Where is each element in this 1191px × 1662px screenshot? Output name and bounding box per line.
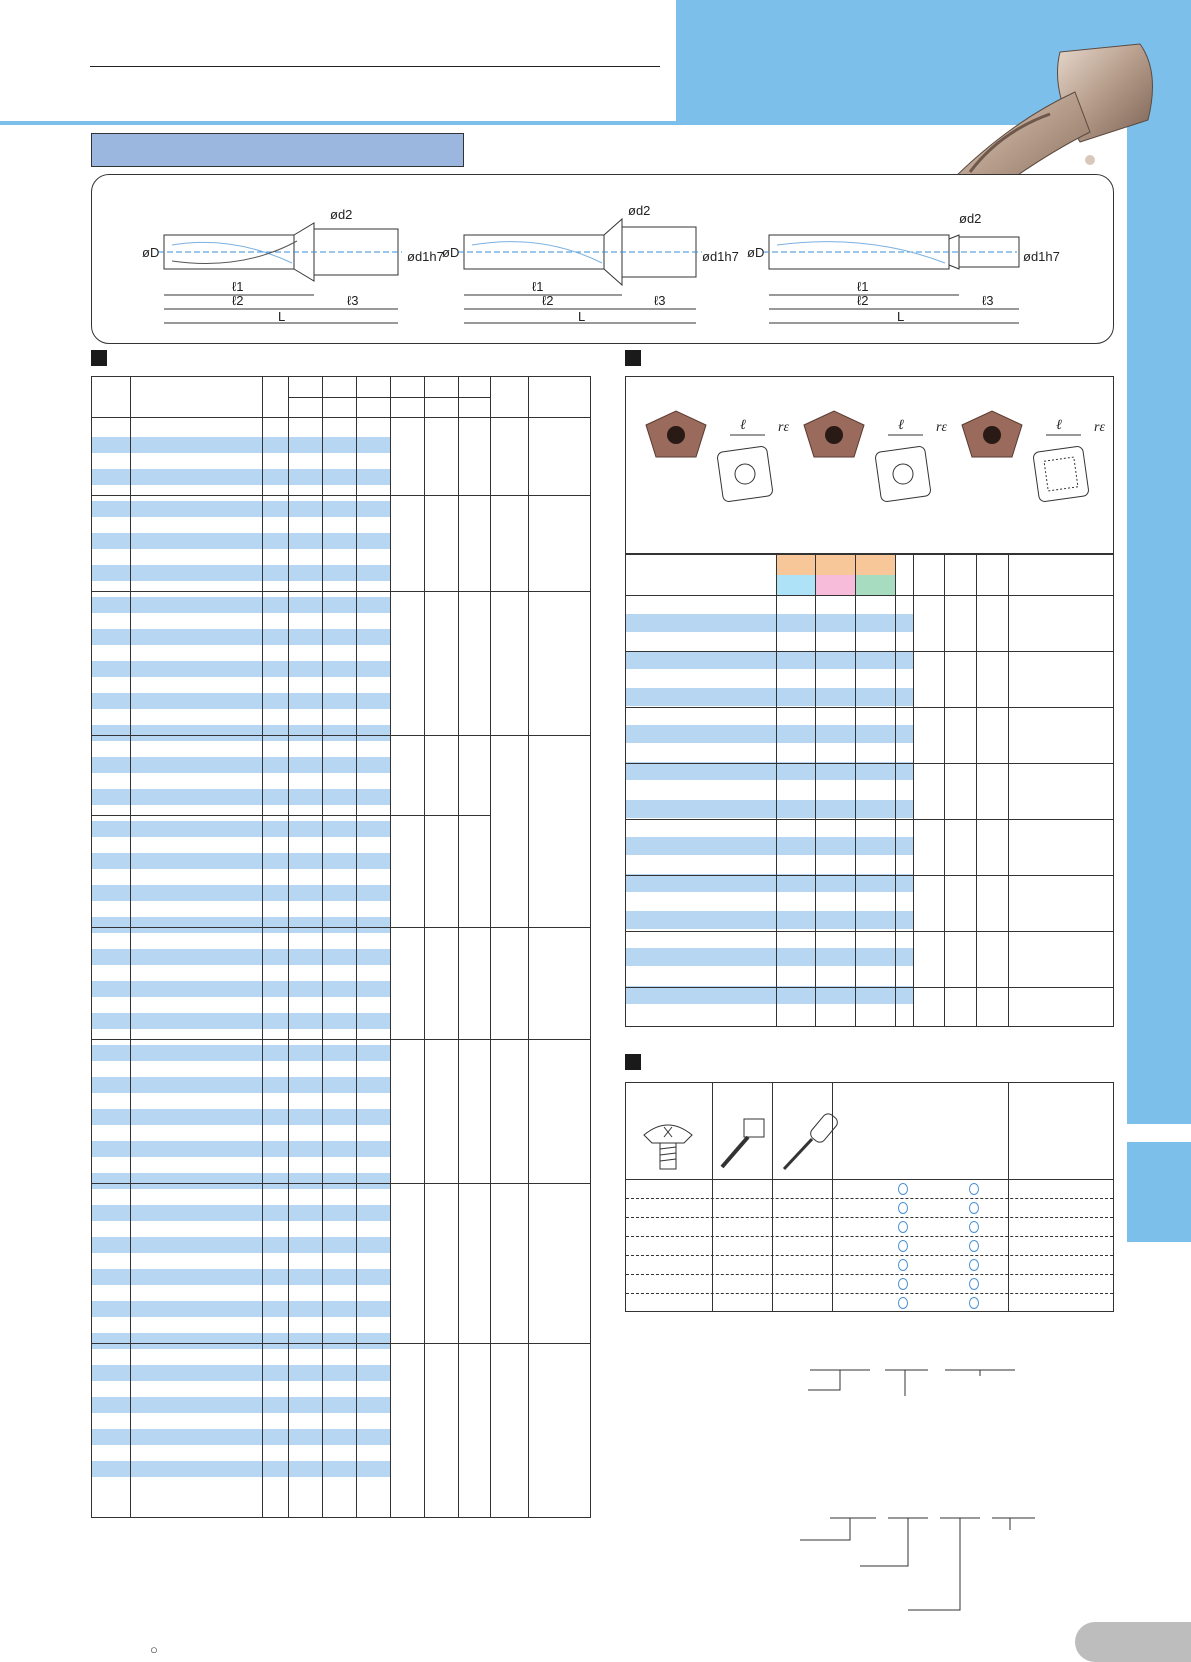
parts-header-divider	[626, 1179, 1113, 1180]
parts-row-divider	[626, 1255, 1113, 1256]
table-column-divider	[322, 377, 323, 1517]
table-group-divider	[92, 1039, 490, 1040]
table-row-stripe	[92, 1365, 390, 1381]
svg-text:ℓ: ℓ	[1056, 418, 1062, 433]
table-row-stripe	[92, 885, 390, 901]
table-column-divider	[528, 377, 529, 1517]
table-group-divider	[92, 591, 490, 592]
section-marker-parts	[625, 1054, 641, 1070]
svg-text:ℓ: ℓ	[898, 418, 904, 433]
parts-row-divider	[626, 1198, 1113, 1199]
insert-column-divider	[776, 555, 777, 1026]
insert-row-stripe	[626, 614, 913, 632]
availability-mark-icon	[969, 1240, 979, 1252]
table-group-divider	[490, 591, 590, 592]
drill-diagram-3	[747, 211, 1060, 324]
table-row-stripe	[92, 789, 390, 805]
table-row-stripe	[92, 981, 390, 997]
table-row-stripe	[92, 1301, 390, 1317]
svg-text:ℓ2: ℓ2	[857, 293, 869, 308]
svg-text:ℓ3: ℓ3	[347, 293, 359, 308]
insert-row-stripe	[626, 837, 913, 855]
insert-image-box	[625, 376, 1114, 554]
parts-row-divider	[626, 1236, 1113, 1237]
grade-header-green	[855, 575, 895, 595]
insert-icons	[626, 377, 1113, 553]
availability-mark-icon	[969, 1183, 979, 1195]
wrench-icon	[714, 1113, 774, 1173]
table-row-stripe	[92, 1109, 390, 1125]
table-row-stripe	[92, 1205, 390, 1221]
table-column-divider	[458, 377, 459, 1517]
table-group-divider	[490, 1039, 590, 1040]
svg-text:øD: øD	[442, 245, 460, 260]
availability-mark-icon	[898, 1297, 908, 1309]
table-column-divider	[130, 377, 131, 1517]
table-column-divider	[262, 377, 263, 1517]
grade-header-orange	[776, 555, 895, 575]
svg-text:rε: rε	[778, 420, 789, 435]
screw-icon	[638, 1113, 698, 1173]
insert-row-stripe	[626, 874, 913, 892]
insert-column-divider	[1008, 555, 1009, 1026]
insert-row-stripe	[626, 725, 913, 743]
availability-mark-icon	[898, 1221, 908, 1233]
section-banner	[91, 133, 464, 167]
parts-row-divider	[626, 1293, 1113, 1294]
table-column-divider	[288, 377, 289, 1517]
svg-text:ℓ2: ℓ2	[542, 293, 554, 308]
table-group-divider	[92, 1183, 490, 1184]
availability-mark-icon	[969, 1278, 979, 1290]
table-row-stripe	[92, 1269, 390, 1285]
table-row-stripe	[92, 533, 390, 549]
table-row-stripe	[92, 1141, 390, 1157]
table-row-stripe	[92, 501, 390, 517]
insert-column-divider	[815, 555, 816, 1026]
svg-text:ℓ: ℓ	[740, 418, 746, 433]
table-row-stripe	[92, 565, 390, 581]
svg-text:ℓ1: ℓ1	[857, 279, 869, 294]
insert-header-divider	[626, 595, 1113, 596]
table-column-divider	[490, 377, 491, 1517]
insert-column-divider	[944, 555, 945, 1026]
svg-text:ℓ3: ℓ3	[654, 293, 666, 308]
insert-group-divider	[626, 651, 1113, 652]
svg-text:ℓ3: ℓ3	[982, 293, 994, 308]
table-row-stripe	[92, 1173, 390, 1189]
drill-dimension-diagrams	[92, 175, 1113, 343]
svg-text:ød1h7: ød1h7	[1023, 249, 1060, 264]
insert-group-divider	[626, 931, 1113, 932]
code-explanation-diagram-2	[780, 1510, 1060, 1620]
title-rule	[90, 66, 660, 67]
insert-row-stripe	[626, 651, 913, 669]
grade-header-pink	[815, 575, 855, 595]
table-column-divider	[424, 377, 425, 1517]
table-group-divider	[92, 815, 490, 816]
table-group-divider	[490, 495, 590, 496]
insert-group-divider	[626, 819, 1113, 820]
insert-row-stripe	[626, 800, 913, 818]
table-row-stripe	[92, 597, 390, 613]
insert-column-divider	[895, 555, 896, 1026]
svg-text:øD: øD	[747, 245, 765, 260]
table-group-divider	[92, 1343, 490, 1344]
insert-icon	[962, 411, 1105, 502]
parts-column-divider	[1008, 1083, 1009, 1311]
code-explanation-diagram-1	[780, 1360, 1020, 1420]
svg-text:ød2: ød2	[330, 207, 353, 222]
insert-row-stripe	[626, 688, 913, 706]
svg-text:ℓ2: ℓ2	[232, 293, 244, 308]
insert-row-stripe	[626, 762, 913, 780]
table-row-stripe	[92, 917, 390, 933]
table-group-divider	[490, 735, 590, 736]
availability-mark-icon	[898, 1183, 908, 1195]
table-group-divider	[92, 495, 490, 496]
parts-column-divider	[832, 1083, 833, 1311]
grade-header-cyan	[776, 575, 815, 595]
table-row-stripe	[92, 1429, 390, 1445]
parts-column-divider	[712, 1083, 713, 1311]
table-row-stripe	[92, 469, 390, 485]
drill-diagram-2	[442, 203, 739, 324]
table-row-stripe	[92, 949, 390, 965]
section-marker-dimensions	[91, 350, 107, 366]
insert-group-divider	[626, 875, 1113, 876]
svg-text:L: L	[578, 309, 586, 324]
insert-column-divider	[976, 555, 977, 1026]
insert-group-divider	[626, 707, 1113, 708]
availability-mark-icon	[969, 1221, 979, 1233]
svg-text:ød2: ød2	[628, 203, 651, 218]
svg-text:ℓ1: ℓ1	[532, 279, 544, 294]
table-row-stripe	[92, 1077, 390, 1093]
svg-text:L: L	[278, 309, 286, 324]
table-row-stripe	[92, 1013, 390, 1029]
table-group-divider	[92, 927, 490, 928]
table-row-stripe	[92, 757, 390, 773]
availability-mark-icon	[969, 1297, 979, 1309]
dimension-diagram-panel	[91, 174, 1114, 344]
svg-text:rε: rε	[1094, 420, 1105, 435]
insert-group-divider	[626, 763, 1113, 764]
table-row-stripe	[92, 1045, 390, 1061]
table-row-stripe	[92, 725, 390, 741]
svg-text:ød2: ød2	[959, 211, 982, 226]
screwdriver-icon	[776, 1109, 846, 1175]
parts-row-divider	[626, 1274, 1113, 1275]
table-row-stripe	[92, 629, 390, 645]
svg-text:ℓ1: ℓ1	[232, 279, 244, 294]
insert-row-stripe	[626, 986, 913, 1004]
parts-row-divider	[626, 1217, 1113, 1218]
availability-mark-icon	[969, 1259, 979, 1271]
table-row-stripe	[92, 1333, 390, 1349]
svg-text:ød1h7: ød1h7	[702, 249, 739, 264]
svg-text:L: L	[897, 309, 905, 324]
footer-mark: ○	[150, 1642, 158, 1657]
side-tab[interactable]	[1127, 1142, 1191, 1242]
table-row-stripe	[92, 1237, 390, 1253]
table-group-divider	[490, 927, 590, 928]
insert-icon	[646, 411, 789, 502]
table-column-divider	[356, 377, 357, 1517]
table-row-stripe	[92, 437, 390, 453]
insert-row-stripe	[626, 911, 913, 929]
insert-row-stripe	[626, 948, 913, 966]
availability-mark-icon	[898, 1202, 908, 1214]
drill-diagram-1	[142, 207, 444, 324]
table-row-stripe	[92, 1397, 390, 1413]
svg-text:ød1h7: ød1h7	[407, 249, 444, 264]
table-subheader-divider	[288, 397, 490, 398]
insert-column-divider	[913, 555, 914, 1026]
parts-column-divider	[772, 1083, 773, 1311]
table-group-divider	[490, 1183, 590, 1184]
page-number-tab	[1075, 1622, 1191, 1662]
svg-text:rε: rε	[936, 420, 947, 435]
dimensions-table	[91, 376, 591, 1518]
parts-table	[625, 1082, 1114, 1312]
table-group-divider	[490, 1343, 590, 1344]
insert-column-divider	[855, 555, 856, 1026]
availability-mark-icon	[969, 1202, 979, 1214]
availability-mark-icon	[898, 1278, 908, 1290]
table-row-stripe	[92, 853, 390, 869]
table-column-divider	[390, 377, 391, 1517]
table-row-stripe	[92, 821, 390, 837]
table-row-stripe	[92, 1461, 390, 1477]
availability-mark-icon	[898, 1240, 908, 1252]
table-row-stripe	[92, 661, 390, 677]
section-marker-inserts	[625, 350, 641, 366]
table-header-divider	[92, 417, 590, 418]
table-group-divider	[92, 735, 490, 736]
svg-text:øD: øD	[142, 245, 160, 260]
insert-icon	[804, 411, 947, 502]
insert-table	[625, 554, 1114, 1027]
table-row-stripe	[92, 693, 390, 709]
side-strip	[1127, 124, 1191, 1124]
insert-group-divider	[626, 987, 1113, 988]
availability-mark-icon	[898, 1259, 908, 1271]
